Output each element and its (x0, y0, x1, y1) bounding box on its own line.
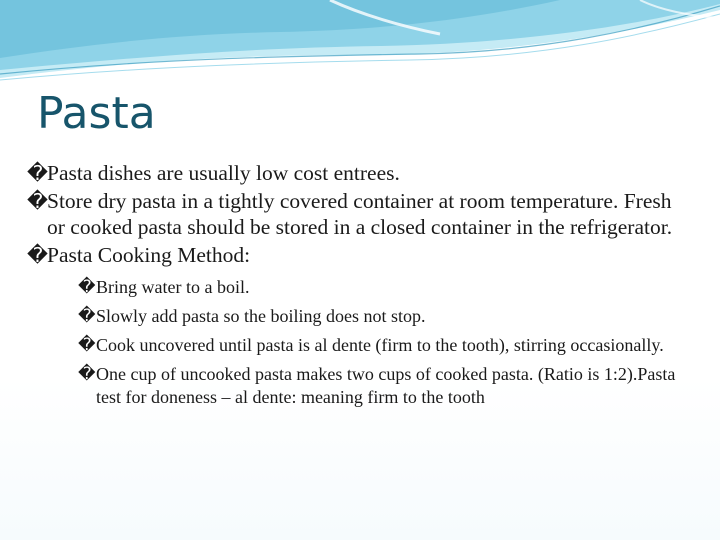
bullet-icon: � (27, 161, 48, 185)
bullet-item (27, 160, 677, 186)
sub-bullet-icon: � (78, 277, 96, 297)
bullet-icon: � (27, 189, 48, 213)
sub-bullet-text: Slowly add pasta so the boiling does not stop. (96, 306, 426, 326)
sub-bullet-list (27, 276, 677, 409)
bullet-item (27, 188, 677, 240)
sub-bullet-text: One cup of uncooked pasta makes two cups of cooked pasta. (Ratio is 1:2).Pasta test for doneness – al dente: meaning firm to the tooth (96, 364, 676, 407)
header-wave-decoration (0, 0, 720, 90)
sub-bullet-item (78, 334, 677, 357)
sub-bullet-icon: � (78, 364, 96, 384)
sub-bullet-item (78, 363, 677, 409)
slide-title: Pasta (37, 88, 156, 139)
bullet-text: Pasta dishes are usually low cost entrees. (47, 161, 400, 185)
sub-bullet-item (78, 305, 677, 328)
sub-bullet-text: Bring water to a boil. (96, 277, 250, 297)
bullet-text: Pasta Cooking Method: (47, 243, 251, 267)
sub-bullet-icon: � (78, 306, 96, 326)
sub-bullet-text: Cook uncovered until pasta is al dente (firm to the tooth), stirring occasionally. (96, 335, 664, 355)
bullet-text: Store dry pasta in a tightly covered container at room temperature. Fresh or cooked pasta should be stored in a closed container in the refrigerator. (47, 189, 673, 239)
slide-body (27, 160, 677, 415)
bullet-item (27, 242, 677, 268)
bullet-icon: � (27, 243, 48, 267)
sub-bullet-icon: � (78, 335, 96, 355)
sub-bullet-item (78, 276, 677, 299)
